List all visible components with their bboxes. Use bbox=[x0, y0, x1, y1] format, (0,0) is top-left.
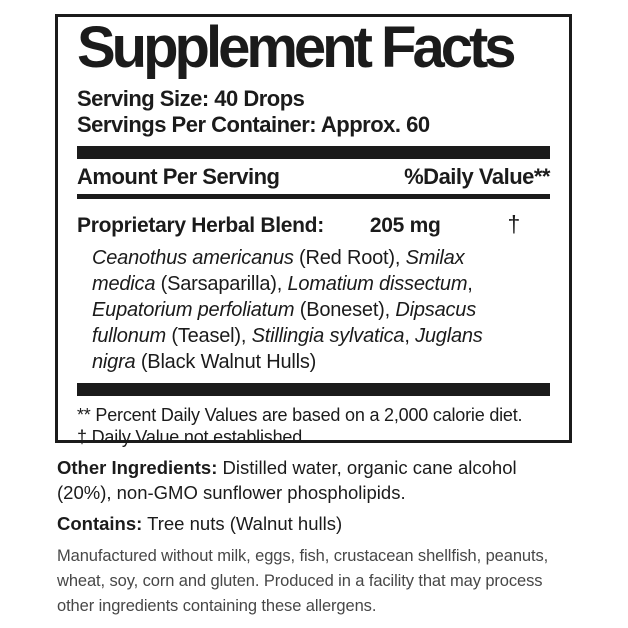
footnotes bbox=[77, 404, 550, 448]
allergen-statement: Manufactured without milk, eggs, fish, crustacean shellfish, peanuts, wheat, soy, corn and gluten. Produced in a facility that may process other ingredients containing these allergens. bbox=[57, 547, 549, 615]
footnote-daily-value-not-established: † Daily Value not established. bbox=[77, 427, 307, 447]
other-ingredients-statement: Other Ingredients: Distilled water, organic cane alcohol (20%), non-GMO sunflower phospholipids. bbox=[57, 457, 517, 503]
footnote-daily-values: ** Percent Daily Values are based on a 2,000 calorie diet. bbox=[77, 405, 523, 425]
facts-header-row bbox=[77, 164, 550, 190]
supplement-facts-panel bbox=[55, 14, 572, 447]
serving-info bbox=[77, 86, 550, 138]
blend-row bbox=[77, 211, 550, 239]
blend-ingredient-list: Ceanothus americanus (Red Root), Smilax medica (Sarsaparilla), Lomatium dissectum, Eupatorium perfoliatum (Boneset), Dipsacus fullonum (Teasel), Stillingia sylvatica, Juglans nigra (Black Walnut Hulls) bbox=[92, 247, 483, 373]
blend-name: Proprietary Herbal Blend: bbox=[77, 214, 324, 237]
serving-size: Serving Size: 40 Drops bbox=[77, 86, 305, 111]
divider-medium bbox=[77, 194, 550, 199]
panel-title: Supplement Facts bbox=[77, 15, 513, 80]
amount-per-serving-header: Amount Per Serving bbox=[77, 164, 280, 189]
divider-thick-top bbox=[77, 146, 550, 159]
daily-value-header: %Daily Value** bbox=[404, 164, 550, 189]
blend-amount: 205 mg bbox=[369, 214, 441, 237]
servings-per-container: Servings Per Container: Approx. 60 bbox=[77, 112, 430, 137]
contains-statement: Contains: Tree nuts (Walnut hulls) bbox=[57, 513, 343, 534]
blend-daily-value-dagger: † bbox=[507, 211, 520, 237]
divider-thick-bottom bbox=[77, 383, 550, 396]
